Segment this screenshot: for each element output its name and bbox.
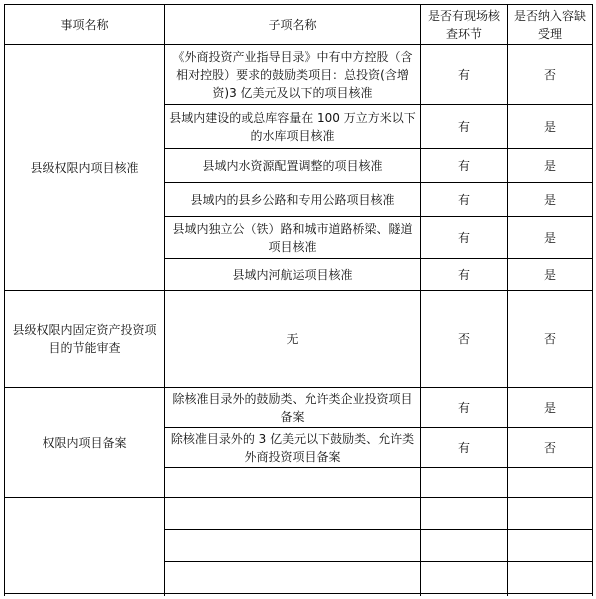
cut-cell: [421, 594, 508, 597]
tolerance-value: 否: [508, 291, 593, 388]
header-tolerance-acceptance: 是否纳入容缺受理: [508, 5, 593, 45]
header-onsite-check: 是否有现场核查环节: [421, 5, 508, 45]
sub-item-name: [165, 530, 421, 562]
tolerance-value: 否: [508, 45, 593, 105]
tolerance-value: 是: [508, 259, 593, 291]
onsite-check-value: [421, 562, 508, 594]
sub-item-name: 除核准目录外的鼓励类、允许类企业投资项目备案: [165, 388, 421, 428]
onsite-check-value: [421, 530, 508, 562]
sub-item-name: 无: [165, 291, 421, 388]
header-sub-item-name: 子项名称: [165, 5, 421, 45]
table-row: [5, 291, 593, 388]
sub-item-name: [165, 498, 421, 530]
sub-item-name: [165, 562, 421, 594]
items-table: [4, 4, 593, 596]
onsite-check-value: 有: [421, 183, 508, 217]
sub-item-name: 县域内建设的或总库容量在 100 万立方米以下的水库项目核准: [165, 105, 421, 149]
item-name: 权限内项目备案: [5, 388, 165, 498]
tolerance-value: 是: [508, 388, 593, 428]
sub-item-name: 县域内的县乡公路和专用公路项目核准: [165, 183, 421, 217]
sub-item-name: 除核准目录外的 3 亿美元以下鼓励类、允许类外商投资项目备案: [165, 428, 421, 468]
onsite-check-value: 有: [421, 105, 508, 149]
tolerance-value: 否: [508, 428, 593, 468]
tolerance-value: 是: [508, 183, 593, 217]
tolerance-value: 是: [508, 217, 593, 259]
header-row: [5, 5, 593, 45]
onsite-check-value: 有: [421, 217, 508, 259]
table-row-cut: [5, 594, 593, 597]
item-name: 县级权限内固定资产投资项目的节能审查: [5, 291, 165, 388]
table-row: [5, 498, 593, 530]
onsite-check-value: 否: [421, 291, 508, 388]
sub-item-name: 县域内河航运项目核准: [165, 259, 421, 291]
tolerance-value: [508, 468, 593, 498]
sub-item-name: 县域内独立公（铁）路和城市道路桥梁、隧道项目核准: [165, 217, 421, 259]
item-name: [5, 498, 165, 594]
onsite-check-value: [421, 498, 508, 530]
cut-cell: [165, 594, 421, 597]
onsite-check-value: [421, 468, 508, 498]
onsite-check-value: 有: [421, 259, 508, 291]
header-item-name: 事项名称: [5, 5, 165, 45]
onsite-check-value: 有: [421, 149, 508, 183]
tolerance-value: [508, 530, 593, 562]
sub-item-name: 县域内水资源配置调整的项目核准: [165, 149, 421, 183]
tolerance-value: [508, 498, 593, 530]
sub-item-name: 《外商投资产业指导目录》中有中方控股（含相对控股）要求的鼓励类项目：总投资(含增资)3 亿美元及以下的项目核准: [165, 45, 421, 105]
table-row: [5, 45, 593, 105]
tolerance-value: 是: [508, 105, 593, 149]
onsite-check-value: 有: [421, 45, 508, 105]
tolerance-value: 是: [508, 149, 593, 183]
onsite-check-value: 有: [421, 428, 508, 468]
item-name: 县级权限内项目核准: [5, 45, 165, 291]
table-row: [5, 388, 593, 428]
tolerance-value: [508, 562, 593, 594]
onsite-check-value: 有: [421, 388, 508, 428]
cut-cell: [5, 594, 165, 597]
cut-cell: [508, 594, 593, 597]
sub-item-name: [165, 468, 421, 498]
